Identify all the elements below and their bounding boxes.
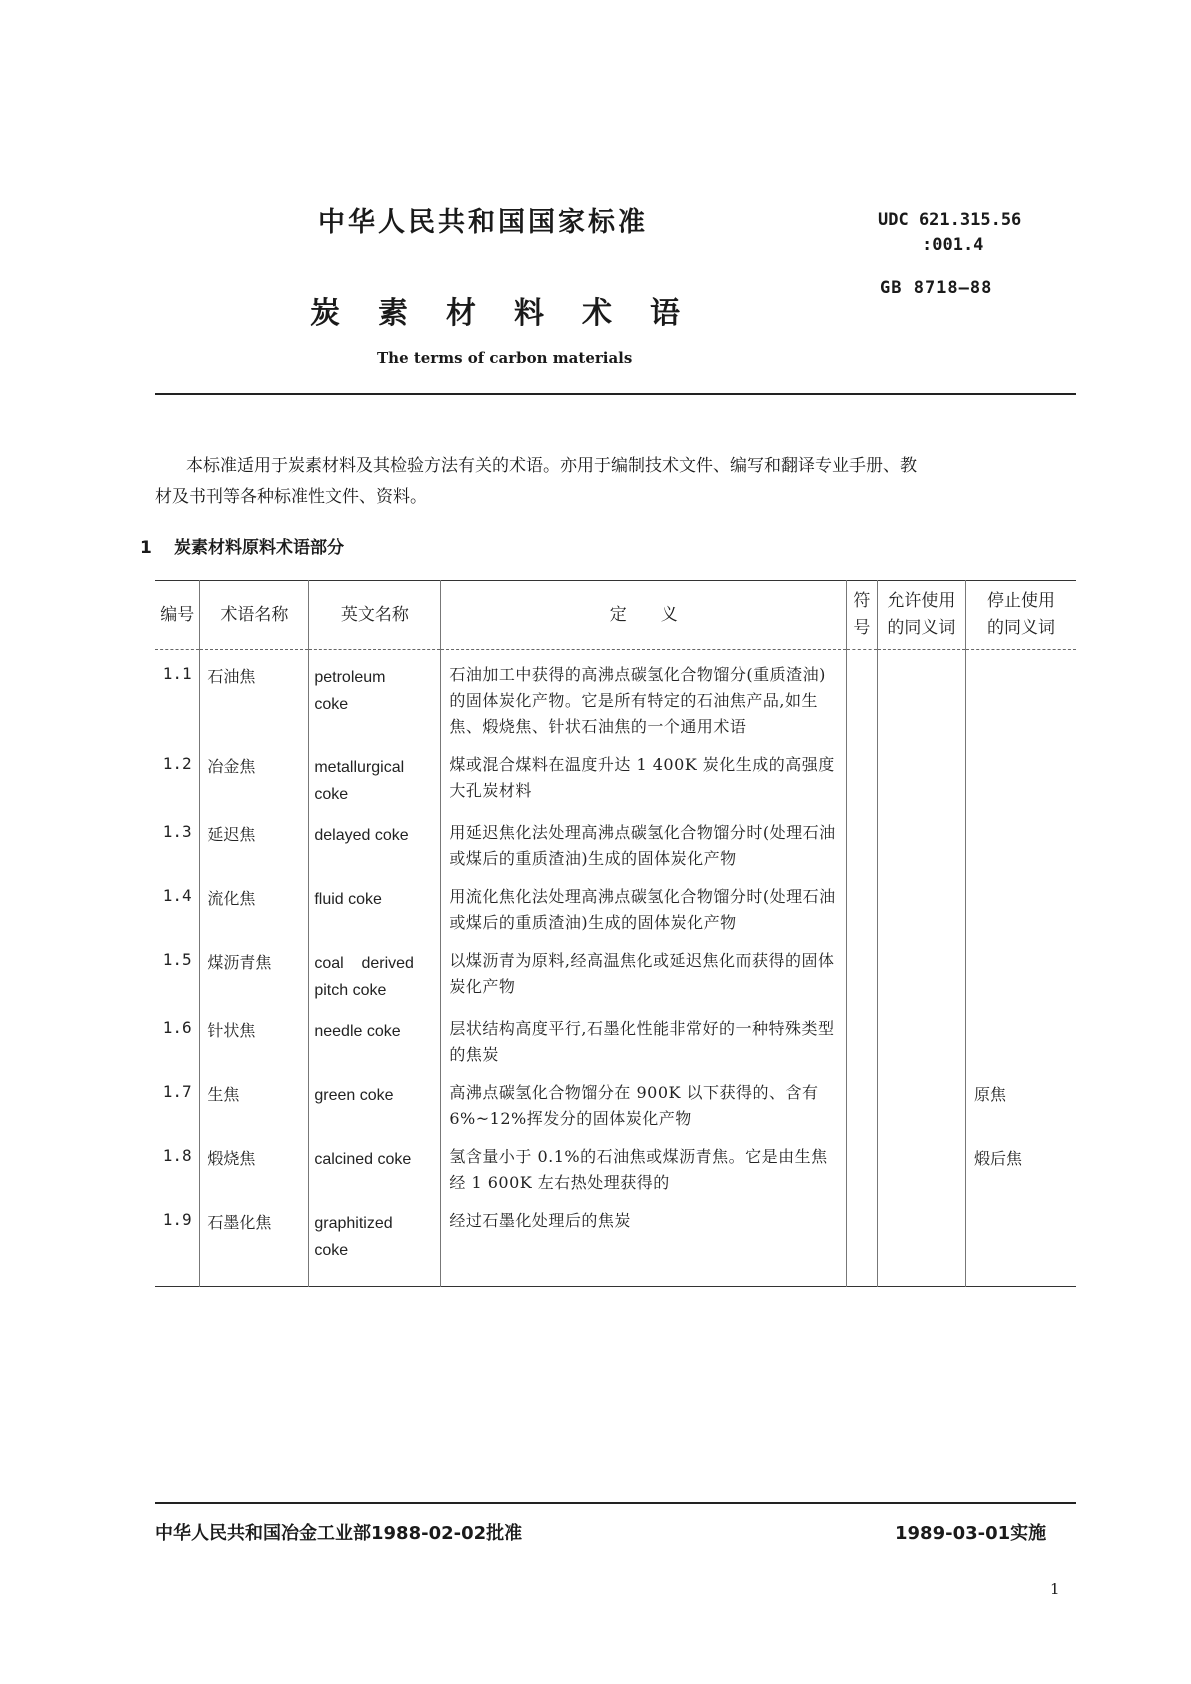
approval-note: 中华人民共和国冶金工业部1988-02-02批准 (155, 1523, 523, 1544)
header-stopped (966, 581, 1076, 650)
term-stopped-synonym (966, 936, 1076, 1004)
term-allowed-synonym (877, 650, 965, 741)
term-allowed-synonym (877, 1132, 965, 1196)
term-english (309, 740, 441, 808)
term-english (309, 1196, 441, 1287)
term-english-line2: coke (314, 696, 349, 713)
header-rule (155, 393, 1076, 395)
table-row (155, 1132, 1076, 1196)
term-symbol (847, 650, 878, 741)
term-name: 冶金焦 (200, 740, 309, 808)
term-english-line1: calcined coke (314, 1151, 412, 1168)
term-definition: 煤或混合煤料在温度升达 1 400K 炭化生成的高强度大孔炭材料 (441, 740, 847, 808)
header-symbol (847, 581, 878, 650)
udc-number-line1: UDC 621.315.56 (878, 210, 1022, 230)
term-symbol (847, 1004, 878, 1068)
header-stopped-l2: 的同义词 (987, 618, 1056, 638)
term-english-line1: metallurgical (314, 759, 405, 776)
intro-line1: 本标准适用于炭素材料及其检验方法有关的术语。亦用于编制技术文件、编写和翻译专业手册、教 (186, 456, 917, 476)
term-allowed-synonym (877, 1196, 965, 1287)
header-allowed (877, 581, 965, 650)
document-title: 炭素材料术语 (310, 296, 718, 331)
term-name: 煅烧焦 (200, 1132, 309, 1196)
term-stopped-synonym (966, 1004, 1076, 1068)
term-english-line1: fluid coke (314, 891, 382, 908)
table-row (155, 872, 1076, 936)
header-symbol-l1: 符 (853, 591, 871, 611)
term-definition: 以煤沥青为原料,经高温焦化或延迟焦化而获得的固体炭化产物 (441, 936, 847, 1004)
term-name: 流化焦 (200, 872, 309, 936)
term-symbol (847, 936, 878, 1004)
header-no: 编号 (155, 581, 200, 650)
table-row (155, 740, 1076, 808)
term-symbol (847, 1068, 878, 1132)
table-row (155, 936, 1076, 1004)
term-stopped-synonym: 原焦 (966, 1068, 1076, 1132)
term-definition: 层状结构高度平行,石墨化性能非常好的一种特殊类型的焦炭 (441, 1004, 847, 1068)
term-symbol (847, 808, 878, 872)
header-en: 英文名称 (309, 581, 441, 650)
term-number: 1.3 (155, 808, 200, 872)
term-number: 1.5 (155, 936, 200, 1004)
header-symbol-l2: 号 (853, 618, 871, 638)
table-header-row (155, 581, 1076, 650)
term-allowed-synonym (877, 872, 965, 936)
term-allowed-synonym (877, 740, 965, 808)
header-stopped-l1: 停止使用 (987, 591, 1056, 611)
header-definition: 定 义 (441, 581, 847, 650)
term-stopped-synonym (966, 808, 1076, 872)
section-heading (140, 533, 344, 558)
gb-number: GB 8718—88 (880, 278, 993, 298)
term-definition: 氢含量小于 0.1%的石油焦或煤沥青焦。它是由生焦经 1 600K 左右热处理获得的 (441, 1132, 847, 1196)
term-english-line1: delayed coke (314, 827, 409, 844)
term-allowed-synonym (877, 808, 965, 872)
term-number: 1.2 (155, 740, 200, 808)
document-title-en: The terms of carbon materials (377, 349, 633, 367)
table-row (155, 1196, 1076, 1287)
term-name: 生焦 (200, 1068, 309, 1132)
term-name: 针状焦 (200, 1004, 309, 1068)
table-row (155, 1068, 1076, 1132)
footer-rule (155, 1502, 1076, 1504)
term-definition: 用延迟焦化法处理高沸点碳氢化合物馏分时(处理石油或煤后的重质渣油)生成的固体炭化产物 (441, 808, 847, 872)
udc-number-line2: :001.4 (922, 235, 984, 255)
table-row (155, 1004, 1076, 1068)
term-english-line1: needle coke (314, 1023, 401, 1040)
term-allowed-synonym (877, 936, 965, 1004)
term-allowed-synonym (877, 1068, 965, 1132)
term-name: 延迟焦 (200, 808, 309, 872)
term-stopped-synonym: 煅后焦 (966, 1132, 1076, 1196)
section-number: 1 (140, 538, 152, 558)
term-stopped-synonym (966, 1196, 1076, 1287)
term-stopped-synonym (966, 740, 1076, 808)
term-symbol (847, 1196, 878, 1287)
term-english-line1: graphitized (314, 1215, 393, 1232)
term-english-line2: coke (314, 1242, 349, 1259)
effective-date: 1989-03-01实施 (895, 1523, 1047, 1544)
term-definition: 经过石墨化处理后的焦炭 (441, 1196, 847, 1287)
table-row (155, 650, 1076, 741)
term-number: 1.1 (155, 650, 200, 741)
term-english (309, 808, 441, 872)
term-symbol (847, 872, 878, 936)
term-english (309, 1068, 441, 1132)
term-english-line2: coke (314, 786, 349, 803)
term-number: 1.4 (155, 872, 200, 936)
term-english (309, 872, 441, 936)
table-row (155, 808, 1076, 872)
term-stopped-synonym (966, 872, 1076, 936)
term-definition: 高沸点碳氢化合物馏分在 900K 以下获得的、含有 6%~12%挥发分的固体炭化产物 (441, 1068, 847, 1132)
terms-table (155, 580, 1076, 1287)
term-english (309, 650, 441, 741)
header-term: 术语名称 (200, 581, 309, 650)
term-definition: 用流化焦化法处理高沸点碳氢化合物馏分时(处理石油或煤后的重质渣油)生成的固体炭化产物 (441, 872, 847, 936)
term-english-line2: pitch coke (314, 982, 387, 999)
term-allowed-synonym (877, 1004, 965, 1068)
standard-title: 中华人民共和国国家标准 (318, 207, 648, 238)
term-english-line1: petroleum (314, 669, 386, 686)
term-english (309, 1004, 441, 1068)
term-english-line1: coal derived (314, 955, 414, 972)
header-allowed-l2: 的同义词 (887, 618, 956, 638)
term-number: 1.7 (155, 1068, 200, 1132)
term-number: 1.9 (155, 1196, 200, 1287)
term-definition: 石油加工中获得的高沸点碳氢化合物馏分(重质渣油)的固体炭化产物。它是所有特定的石油焦产品,如生焦、煅烧焦、针状石油焦的一个通用术语 (441, 650, 847, 741)
intro-line2: 材及书刊等各种标准性文件、资料。 (155, 487, 427, 507)
term-english (309, 936, 441, 1004)
term-number: 1.8 (155, 1132, 200, 1196)
term-stopped-synonym (966, 650, 1076, 741)
term-english-line1: green coke (314, 1087, 394, 1104)
term-symbol (847, 740, 878, 808)
term-name: 煤沥青焦 (200, 936, 309, 1004)
header-allowed-l1: 允许使用 (887, 591, 956, 611)
term-name: 石油焦 (200, 650, 309, 741)
section-title: 炭素材料原料术语部分 (174, 538, 344, 558)
term-name: 石墨化焦 (200, 1196, 309, 1287)
term-english (309, 1132, 441, 1196)
page-number: 1 (1050, 1580, 1060, 1598)
term-symbol (847, 1132, 878, 1196)
term-number: 1.6 (155, 1004, 200, 1068)
